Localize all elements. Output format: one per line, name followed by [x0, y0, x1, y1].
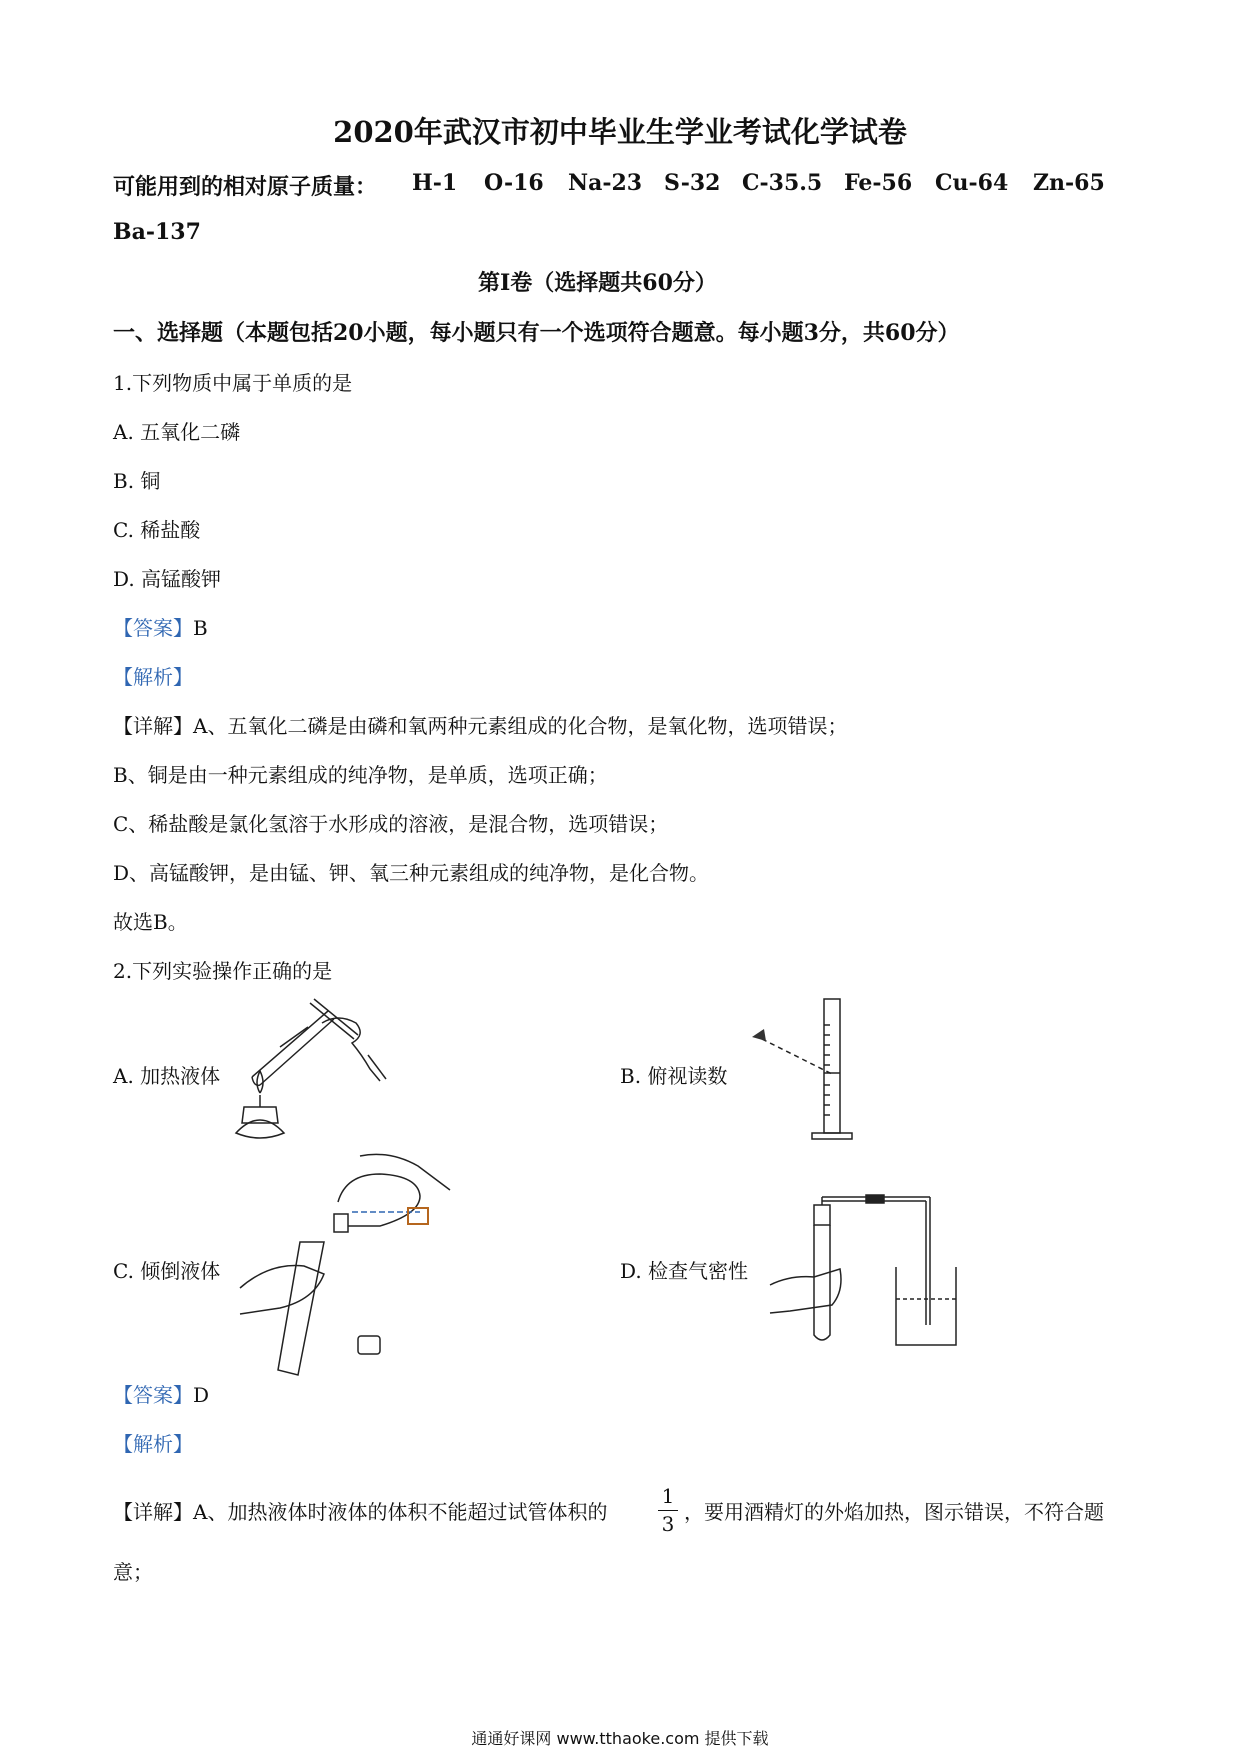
graduated-cylinder-figure — [750, 995, 870, 1155]
answer-tag: 【答案】 — [113, 1383, 193, 1407]
answer-value: D — [193, 1383, 210, 1407]
atomic-mass-c: C-35.5 — [742, 170, 823, 196]
q2-option-d: D. 检查气密性 — [620, 1259, 749, 1283]
section-title: 一、选择题（本题包括20小题，每小题只有一个选项符合题意。每小题3分，共60分） — [113, 320, 960, 346]
atomic-mass-s: S-32 — [664, 170, 721, 196]
fraction-bar — [658, 1510, 678, 1511]
atomic-mass-o: O-16 — [484, 170, 544, 196]
q1-detail-line: C、稀盐酸是氯化氢溶于水形成的溶液，是混合物，选项错误； — [113, 812, 669, 836]
atomic-mass-label: 可能用到的相对原子质量： — [113, 174, 378, 200]
q2-analysis-tag: 【解析】 — [113, 1432, 193, 1456]
heating-liquid-figure — [230, 995, 400, 1145]
q1-analysis-tag: 【解析】 — [113, 665, 193, 689]
atomic-mass-h: H-1 — [412, 170, 458, 196]
atomic-mass-na: Na-23 — [568, 170, 643, 196]
airtightness-figure — [770, 1195, 970, 1360]
atomic-mass-fe: Fe-56 — [844, 170, 913, 196]
q2-detail-before: 【详解】A、加热液体时液体的体积不能超过试管体积的 — [113, 1500, 608, 1524]
footer-source: 通通好课网 www.tthaoke.com 提供下载 — [471, 1729, 769, 1748]
fraction-numerator: 1 — [661, 1484, 675, 1508]
q1-stem: 1.下列物质中属于单质的是 — [113, 371, 353, 395]
q1-option-c: C. 稀盐酸 — [113, 518, 201, 542]
q2-answer — [113, 1379, 209, 1408]
q2-detail-wrap: 意； — [113, 1560, 153, 1584]
q2-option-a: A. 加热液体 — [113, 1064, 221, 1088]
page-title: 2020年武汉市初中毕业生学业考试化学试卷 — [333, 115, 907, 149]
q1-detail-line: B、铜是由一种元素组成的纯净物，是单质，选项正确； — [113, 763, 608, 787]
q1-option-a: A. 五氧化二磷 — [113, 420, 241, 444]
q1-answer — [113, 612, 208, 641]
q2-option-b: B. 俯视读数 — [620, 1064, 728, 1088]
answer-tag: 【答案】 — [113, 616, 193, 640]
q1-option-b: B. 铜 — [113, 469, 161, 493]
volume-title: 第Ⅰ卷（选择题共60分） — [478, 270, 717, 296]
q1-detail-line: 【详解】A、五氧化二磷是由磷和氧两种元素组成的化合物，是氧化物，选项错误； — [113, 714, 848, 738]
atomic-mass-zn: Zn-65 — [1033, 170, 1105, 196]
answer-value: B — [193, 616, 208, 640]
q2-option-c: C. 倾倒液体 — [113, 1259, 221, 1283]
q1-detail-line: 故选B。 — [113, 910, 188, 934]
atomic-mass-cu: Cu-64 — [935, 170, 1009, 196]
q2-detail-after: ，要用酒精灯的外焰加热，图示错误，不符合题 — [684, 1500, 1104, 1524]
pouring-liquid-figure — [240, 1150, 460, 1365]
q2-stem: 2.下列实验操作正确的是 — [113, 959, 333, 983]
fraction-one-third — [658, 1486, 678, 1534]
fraction-denominator: 3 — [661, 1512, 675, 1536]
q1-detail-line: D、高锰酸钾，是由锰、钾、氧三种元素组成的纯净物，是化合物。 — [113, 861, 710, 885]
q1-option-d: D. 高锰酸钾 — [113, 567, 222, 591]
atomic-mass-ba: Ba-137 — [113, 219, 201, 245]
